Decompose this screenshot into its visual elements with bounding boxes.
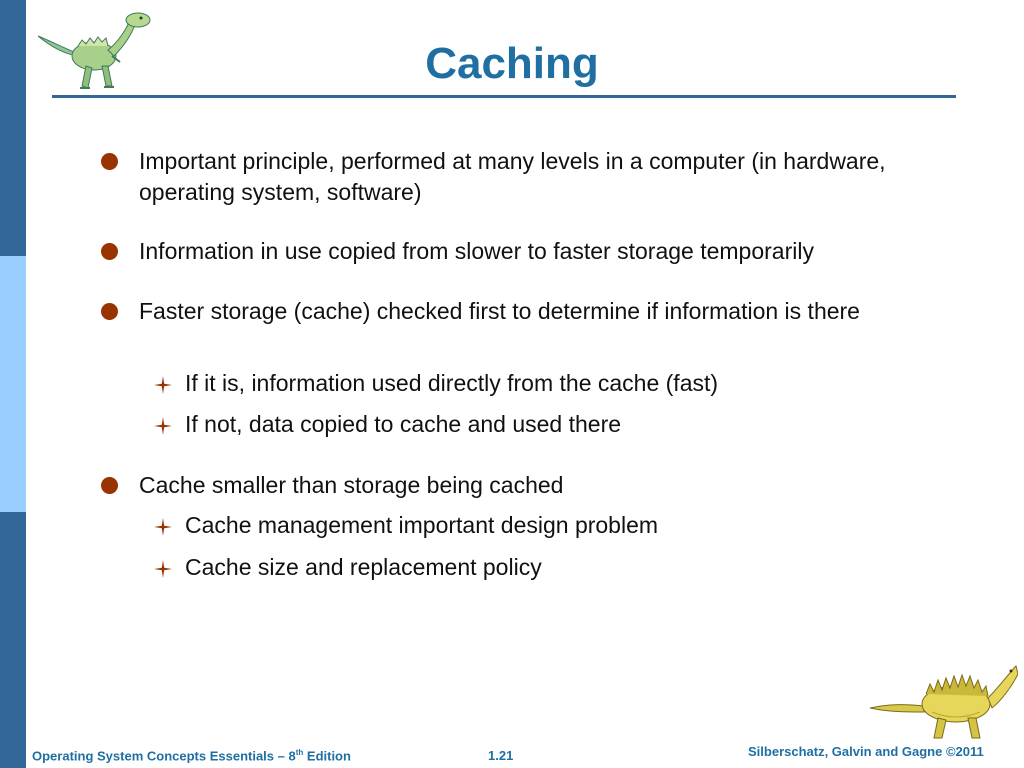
footer-book-sup: th — [295, 748, 304, 757]
dinosaur-bottom-right-icon — [868, 660, 1018, 742]
bullet-1-marker-icon — [101, 153, 118, 170]
bullet-3-text: Faster storage (cache) checked first to determine if information is there — [139, 298, 860, 324]
bullet-1-text: Important principle, performed at many levels in a computer (in hardware, operating system, software) — [139, 148, 886, 205]
slide-footer — [0, 742, 1024, 766]
sub-bullet-3-2-text: If not, data copied to cache and used there — [185, 411, 622, 437]
bullet-4-text: Cache smaller than storage being cached — [139, 472, 564, 498]
bullet-4-marker-icon — [101, 477, 118, 494]
sub-bullet-4-1-text: Cache management important design problem — [185, 512, 659, 538]
slide-title: Caching — [425, 39, 599, 88]
footer-authors: Silberschatz, Galvin and Gagne ©2011 — [748, 744, 984, 759]
bullet-2-marker-icon — [101, 243, 118, 260]
bullet-3-marker-icon — [101, 303, 118, 320]
sub-bullet-4-2-star-icon — [153, 559, 173, 579]
footer-book-title — [32, 748, 351, 763]
sub-bullet-4-1-star-icon — [153, 517, 173, 537]
sub-bullet-3-2-star-icon — [153, 416, 173, 436]
footer-page-number: 1.21 — [488, 748, 514, 763]
bullet-2-text: Information in use copied from slower to faster storage temporarily — [139, 238, 814, 264]
sub-bullet-3-1-star-icon — [153, 375, 173, 395]
sub-bullet-3-1-text: If it is, information used directly from the cache (fast) — [185, 370, 719, 396]
footer-book-prefix: Operating System Concepts Essentials – 8 — [32, 748, 296, 764]
sub-bullet-4-2-text: Cache size and replacement policy — [185, 554, 542, 580]
footer-book-suffix: Edition — [303, 748, 351, 764]
